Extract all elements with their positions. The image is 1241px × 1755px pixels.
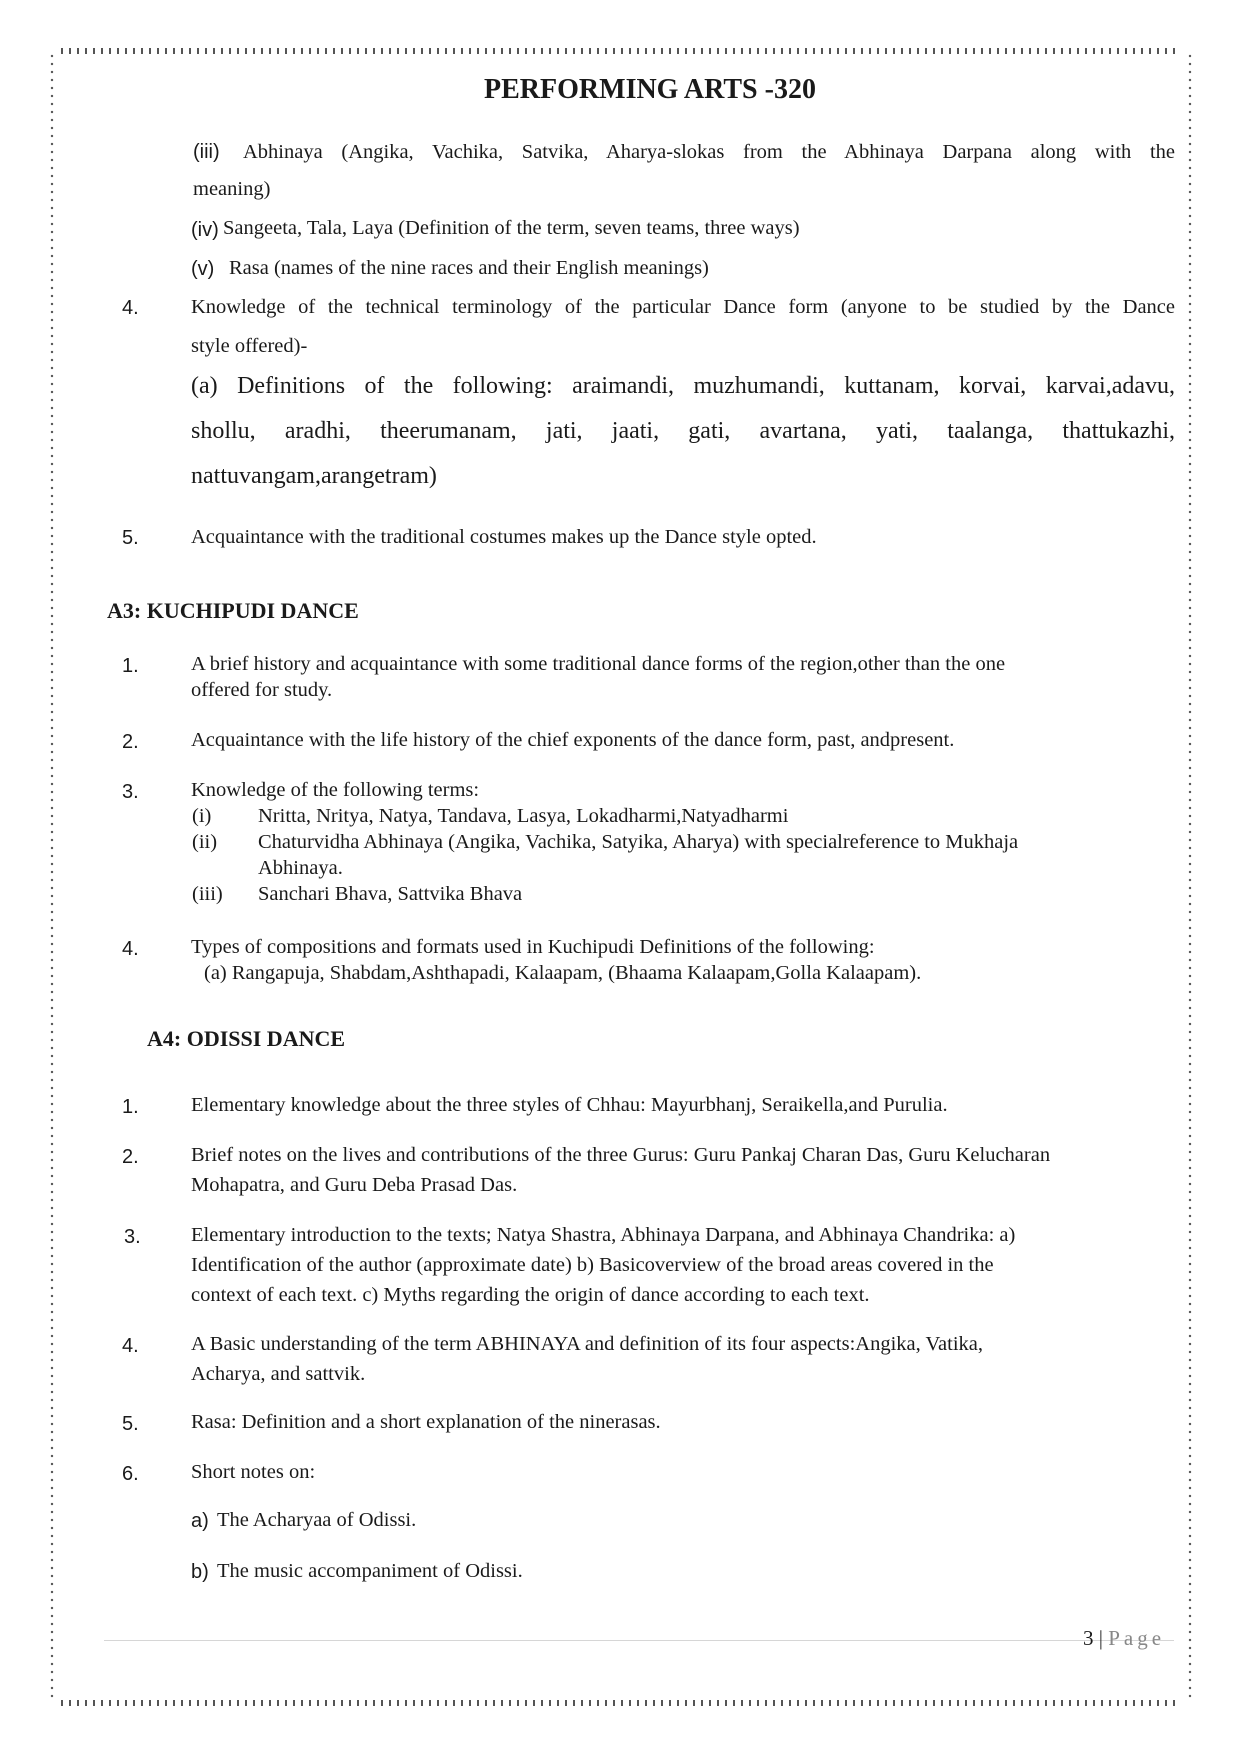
- a4-item3-number: 3.: [124, 1226, 141, 1248]
- page-title: PERFORMING ARTS -320: [484, 74, 816, 105]
- sub-text-iii-line2: meaning): [193, 178, 271, 200]
- a3-sub-i-text: Nritta, Nritya, Natya, Tandava, Lasya, Lokadharmi,Natyadharmi: [258, 805, 789, 827]
- page-number: 3: [1083, 1626, 1094, 1650]
- a3-item1-line2: offered for study.: [191, 679, 333, 701]
- page-separator: |: [1098, 1626, 1103, 1650]
- definitions-line3: nattuvangam,arangetram): [191, 463, 437, 489]
- a4-item2-number: 2.: [122, 1146, 139, 1168]
- a4-item3-line3: context of each text. c) Myths regarding the origin of dance according to each text.: [191, 1284, 870, 1306]
- a3-item4-number: 4.: [122, 938, 139, 960]
- a4-sub-b-marker: b): [191, 1561, 209, 1583]
- a3-item3-line1: Knowledge of the following terms:: [191, 779, 480, 801]
- top-dotted-border: [58, 48, 1180, 54]
- a4-item4-number: 4.: [122, 1335, 139, 1357]
- item4-line2: style offered)-: [191, 335, 308, 357]
- page-label: Page: [1108, 1626, 1166, 1650]
- a4-item2-line2: Mohapatra, and Guru Deba Prasad Das.: [191, 1174, 518, 1196]
- a3-item3-number: 3.: [122, 781, 139, 803]
- section-heading-a3: A3: KUCHIPUDI DANCE: [107, 598, 359, 623]
- a4-item2-line1: Brief notes on the lives and contributions of the three Gurus: Guru Pankaj Charan Das, Guru Kelucharan: [191, 1144, 1051, 1166]
- a4-item3-line1: Elementary introduction to the texts; Natya Shastra, Abhinaya Darpana, and Abhinaya Chandrika: a): [191, 1224, 1016, 1246]
- sub-marker-v: (v): [191, 258, 215, 280]
- right-dotted-border: [1187, 52, 1193, 1702]
- a4-sub-a-marker: a): [191, 1510, 209, 1532]
- a3-item2-number: 2.: [122, 731, 139, 753]
- a4-item4-line2: Acharya, and sattvik.: [191, 1363, 366, 1385]
- bottom-dotted-border: [58, 1700, 1180, 1706]
- footer-rule: [104, 1640, 1174, 1641]
- sub-marker-iv: (iv): [191, 219, 219, 241]
- a3-item1-line1: A brief history and acquaintance with some traditional dance forms of the region,other than the one: [191, 653, 1006, 675]
- left-dotted-border: [49, 52, 55, 1702]
- a4-item1-number: 1.: [122, 1096, 139, 1118]
- a3-item1-number: 1.: [122, 655, 139, 677]
- item5-number: 5.: [122, 527, 139, 549]
- definitions-line2: shollu, aradhi, theerumanam, jati, jaati, gati, avartana, yati, taalanga, thattukazhi,: [191, 418, 1175, 444]
- a3-item2-line1: Acquaintance with the life history of the chief exponents of the dance form, past, andpresent.: [191, 729, 955, 751]
- a3-sub-iii-marker: (iii): [192, 883, 223, 905]
- a3-sub-ii-line1: Chaturvidha Abhinaya (Angika, Vachika, Satyika, Aharya) with specialreference to Mukhaja: [258, 831, 1019, 853]
- a4-item4-line1: A Basic understanding of the term ABHINAYA and definition of its four aspects:Angika, Vatika,: [191, 1333, 983, 1355]
- sub-text-iv: Sangeeta, Tala, Laya (Definition of the term, seven teams, three ways): [223, 217, 800, 239]
- section-heading-a4: A4: ODISSI DANCE: [147, 1026, 346, 1051]
- a3-item4-line1: Types of compositions and formats used in Kuchipudi Definitions of the following:: [191, 936, 875, 958]
- page-number-footer: [1083, 1626, 1165, 1651]
- a4-sub-b-text: The music accompaniment of Odissi.: [217, 1560, 523, 1582]
- a4-sub-a-text: The Acharyaa of Odissi.: [217, 1509, 417, 1531]
- a4-item5-number: 5.: [122, 1413, 139, 1435]
- a3-sub-ii-line2: Abhinaya.: [258, 857, 343, 879]
- a3-sub-i-marker: (i): [192, 805, 212, 827]
- a3-sub-ii-marker: (ii): [192, 831, 218, 853]
- item4-number: 4.: [122, 297, 139, 319]
- item4-line1: Knowledge of the technical terminology of the particular Dance form (anyone to be studied by the Dance: [191, 296, 1175, 318]
- a3-sub-iii-text: Sanchari Bhava, Sattvika Bhava: [258, 883, 523, 905]
- a4-item1-line1: Elementary knowledge about the three styles of Chhau: Mayurbhanj, Seraikella,and Purulia.: [191, 1094, 948, 1116]
- sub-text-iii-line1: Abhinaya (Angika, Vachika, Satvika, Aharya-slokas from the Abhinaya Darpana along with the: [243, 141, 1175, 163]
- sub-marker-iii: (iii): [193, 141, 220, 163]
- a4-item3-line2: Identification of the author (approximate date) b) Basicoverview of the broad areas covered in the: [191, 1254, 994, 1276]
- item5-text: Acquaintance with the traditional costumes makes up the Dance style opted.: [191, 526, 817, 548]
- a4-item6-number: 6.: [122, 1463, 139, 1485]
- a4-item6-line1: Short notes on:: [191, 1461, 316, 1483]
- a4-item5-line1: Rasa: Definition and a short explanation of the ninerasas.: [191, 1411, 661, 1433]
- definitions-line1: (a) Definitions of the following: araimandi, muzhumandi, kuttanam, korvai, karvai,adavu,: [191, 373, 1175, 399]
- sub-text-v: Rasa (names of the nine races and their English meanings): [229, 257, 709, 279]
- a3-item4-line2: (a) Rangapuja, Shabdam,Ashthapadi, Kalaapam, (Bhaama Kalaapam,Golla Kalaapam).: [204, 962, 922, 984]
